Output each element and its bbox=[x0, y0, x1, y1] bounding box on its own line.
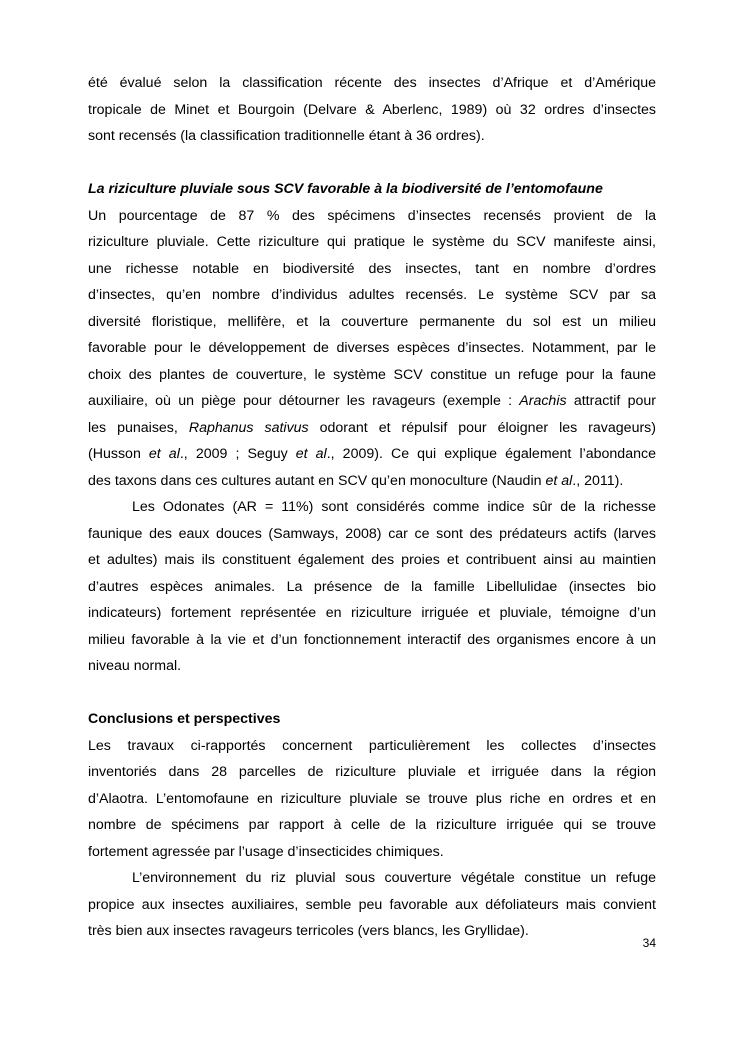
text-line: tropicale de Minet et Bourgoin (Delvare & Aberlenc, 1989) où 32 ordres d’insectes bbox=[88, 101, 656, 118]
citation-etal: et al bbox=[148, 446, 180, 462]
text-line: milieu favorable à la vie et d’un fonctionnement interactif des organismes encore à un bbox=[88, 631, 656, 648]
intro-paragraph bbox=[88, 70, 656, 150]
text-line: diversité floristique, mellifère, et la couverture permanente du sol est un milieu bbox=[88, 313, 656, 330]
text-line: d’autres espèces animales. La présence de la famille Libellulidae (insectes bio bbox=[88, 578, 656, 595]
text-line bbox=[88, 441, 656, 468]
text-line: d’Alaotra. L’entomofaune en riziculture pluviale se trouve plus riche en ordres et en bbox=[88, 790, 656, 807]
text-fragment: attractif pour bbox=[566, 393, 656, 409]
text-line: été évalué selon la classification récente des insectes d’Afrique et d’Amérique bbox=[88, 75, 656, 91]
text-line: Les travaux ci-rapportés concernent particulièrement les collectes d’insectes bbox=[88, 737, 656, 754]
citation-etal: et al bbox=[295, 446, 327, 462]
text-line: L’environnement du riz pluvial sous couverture végétale constitue un refuge bbox=[132, 870, 656, 886]
text-line: sont recensés (la classification traditionnelle étant à 36 ordres). bbox=[88, 128, 485, 144]
species-name: Raphanus sativus bbox=[188, 419, 309, 436]
document-page bbox=[88, 70, 656, 945]
text-line: d’insectes, qu’en nombre d’individus adultes recensés. Le système SCV par sa bbox=[88, 287, 656, 303]
paragraph-gap bbox=[88, 150, 656, 177]
section-heading-conclusions: Conclusions et perspectives bbox=[88, 711, 281, 727]
text-fragment: les punaises, bbox=[88, 419, 189, 436]
riziculture-paragraph-2 bbox=[88, 494, 656, 680]
text-fragment: ., 2009 ; Seguy bbox=[179, 446, 296, 462]
riziculture-paragraph-1 bbox=[88, 203, 656, 495]
text-fragment: odorant et répulsif pour éloigner les ravageurs) bbox=[308, 419, 657, 436]
text-line bbox=[88, 468, 656, 495]
conclusions-paragraph-2 bbox=[88, 865, 656, 945]
species-name: Arachis bbox=[519, 393, 567, 409]
text-line: favorable pour le développement de diverses espèces d’insectes. Notamment, par le bbox=[88, 340, 656, 356]
text-fragment: ., 2011). bbox=[572, 472, 624, 489]
text-line: niveau normal. bbox=[88, 658, 182, 674]
text-line: nombre de spécimens par rapport à celle de la riziculture irriguée qui se trouve bbox=[88, 817, 656, 833]
section-heading-riziculture: La riziculture pluviale sous SCV favorable à la biodiversité de l’entomofaune bbox=[88, 181, 603, 197]
text-line bbox=[88, 388, 656, 415]
text-line: et adultes) mais ils constituent également des proies et contribuent ainsi au maintien bbox=[88, 552, 656, 568]
text-line: Les Odonates (AR = 11%) sont considérés comme indice sûr de la richesse bbox=[132, 499, 656, 515]
text-line: inventoriés dans 28 parcelles de riziculture pluviale et irriguée dans la région bbox=[88, 764, 656, 780]
text-fragment: ., 2009). Ce qui explique également l’abondance bbox=[326, 446, 656, 462]
text-line bbox=[88, 415, 656, 442]
conclusions-paragraph-1 bbox=[88, 733, 656, 866]
page-number: 34 bbox=[642, 936, 656, 950]
citation-etal: et al bbox=[545, 472, 573, 489]
text-line: très bien aux insectes ravageurs terricoles (vers blancs, les Gryllidae). bbox=[88, 923, 529, 939]
text-line: indicateurs) fortement représentée en riziculture irriguée et pluviale, témoigne d’un bbox=[88, 605, 656, 621]
text-line: une richesse notable en biodiversité des insectes, tant en nombre d’ordres bbox=[88, 260, 656, 277]
text-line: fortement agressée par l’usage d’insecticides chimiques. bbox=[88, 843, 444, 860]
text-line: riziculture pluviale. Cette riziculture qui pratique le système du SCV manifeste ainsi, bbox=[88, 234, 656, 250]
text-fragment: des taxons dans ces cultures autant en SCV qu’en monoculture (Naudin bbox=[88, 472, 546, 489]
text-fragment: auxiliaire, où un piège pour détourner les ravageurs (exemple : bbox=[88, 393, 520, 409]
text-line: Un pourcentage de 87 % des spécimens d’insectes recensés provient de la bbox=[88, 207, 656, 224]
text-fragment: (Husson bbox=[88, 446, 149, 462]
paragraph-gap bbox=[88, 680, 656, 707]
text-line: faunique des eaux douces (Samways, 2008) car ce sont des prédateurs actifs (larves bbox=[88, 525, 656, 542]
text-line: propice aux insectes auxiliaires, semble peu favorable aux défoliateurs mais convient bbox=[88, 896, 656, 913]
text-line: choix des plantes de couverture, le système SCV constitue un refuge pour la faune bbox=[88, 366, 656, 383]
